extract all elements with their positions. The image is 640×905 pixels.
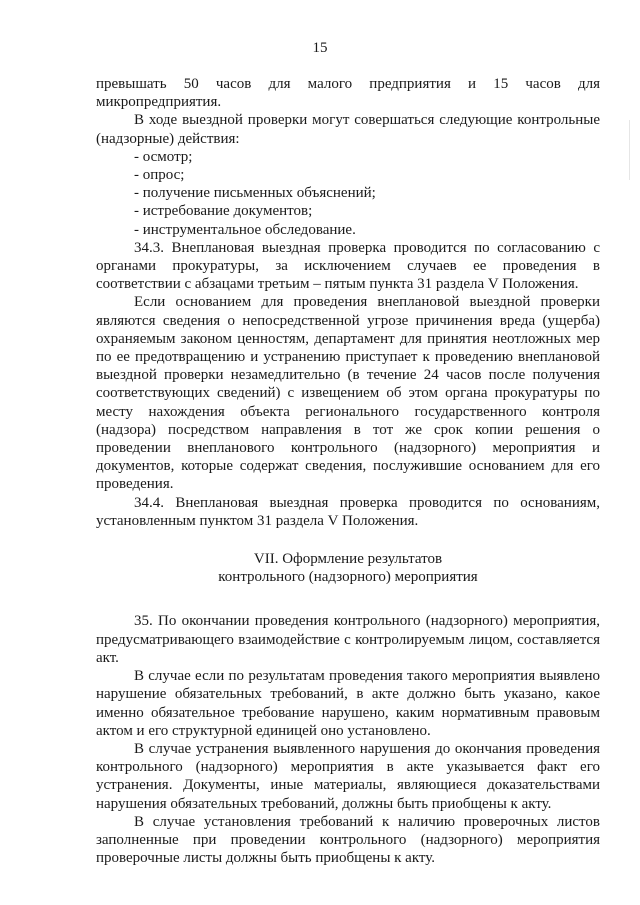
paragraph-continuation: превышать 50 часов для малого предприятия и 15 часов для микропредприятия. (96, 76, 600, 111)
scan-edge-mark (629, 120, 630, 180)
section-heading-line-2: контрольного (надзорного) мероприятия (218, 569, 478, 586)
paragraph-clause-35-elimination: В случае устранения выявленного нарушения до окончания проведения контрольного (надзорного) мероприятия в акте указывается факт его устранения. Документы, иные материалы, являющиеся доказательствами нарушения обязательных требований, должны быть приобщены к акту. (96, 740, 600, 812)
paragraph-actions-intro: В ходе выездной проверки могут совершаться следующие контрольные (надзорные) действия: (96, 112, 600, 147)
list-item: - инструментальное обследование. (134, 221, 356, 238)
list-item: - осмотр; (134, 148, 193, 165)
section-heading (96, 550, 600, 586)
list-item: - опрос; (134, 167, 185, 184)
list-item: - получение письменных объяснений; (134, 185, 376, 202)
document-body (96, 75, 600, 867)
paragraph-clause-35-checklists: В случае установления требований к наличию проверочных листов заполненные при проведении контрольного (надзорного) мероприятия проверочные листы должны быть приобщены к акту. (96, 813, 600, 867)
actions-list (96, 148, 600, 239)
list-item: - истребование документов; (134, 203, 313, 220)
paragraph-clause-35-violation: В случае если по результатам проведения такого мероприятия выявлено нарушение обязательных требований, в акте должно быть указано, какое именно обязательное требование нарушено, каким нормативным правовым актом и его структурной единицей оно установлено. (96, 668, 600, 739)
paragraph-clause-34-4: 34.4. Внеплановая выездная проверка проводится по основаниям, установленным пунктом 31 раздела V Положения. (96, 494, 600, 529)
paragraph-clause-34-3-urgent: Если основанием для проведения внеплановой выездной проверки являются сведения о непосредственной угрозе причинения вреда (ущерба) охраняемым законом ценностям, департамент для принятия неотложных мер по ее предотвращению и устранению приступает к проведению внеплановой выездной проверки незамедлительно (в течение 24 часов после получения соответствующих сведений) с извещением об этом органа прокуратуры по месту нахождения объекта регионального государственного контроля (надзора) посредством направления в тот же срок копии решения о проведении внепланового контрольного (надзорного) мероприятия и документов, которые содержат сведения, послужившие основанием для его проведения. (96, 294, 600, 493)
page-number: 15 (312, 40, 328, 56)
paragraph-clause-35: 35. По окончании проведения контрольного (надзорного) мероприятия, предусматривающего взаимодействие с контролируемым лицом, составляется акт. (96, 613, 600, 666)
paragraph-clause-34-3: 34.3. Внеплановая выездная проверка проводится по согласованию с органами прокуратуры, за исключением случаев ее проведения в соответствии с абзацами третьим – пятым пункта 31 раздела V Положения. (96, 239, 600, 293)
section-heading-line-1: VII. Оформление результатов (253, 551, 443, 568)
